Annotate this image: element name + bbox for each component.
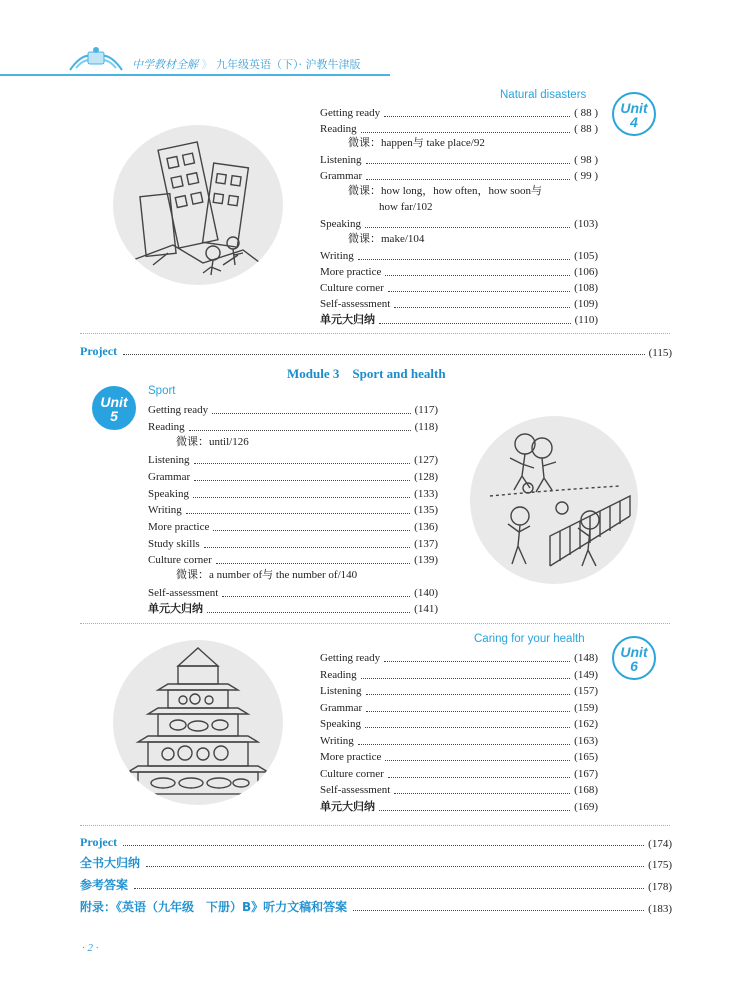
toc-row[interactable] — [320, 732, 598, 748]
toc-leader — [222, 596, 410, 597]
toc-page: (157) — [574, 685, 598, 697]
micro-lesson[interactable]: 微课：a number of与 the number of/140 — [176, 569, 358, 581]
toc-label: 单元大归纳 — [320, 314, 375, 326]
appendix-row[interactable] — [80, 897, 672, 915]
header-arrow: 》 — [201, 58, 213, 71]
micro-lesson-cont: how far/102 — [379, 201, 433, 213]
toc-page: (110) — [574, 314, 598, 326]
toc-leader — [365, 727, 570, 728]
header-logo — [66, 44, 126, 74]
answers-page: (178) — [648, 881, 672, 893]
toc-page: (159) — [574, 702, 598, 714]
toc-leader — [384, 661, 570, 662]
toc-leader — [366, 694, 571, 695]
book-logo-icon — [66, 44, 126, 74]
toc-row[interactable] — [148, 535, 438, 551]
toc-label: Self-assessment — [320, 298, 391, 310]
toc-page: (108) — [574, 282, 598, 294]
toc-page: (162) — [574, 718, 598, 730]
toc-label: Grammar — [148, 471, 191, 483]
toc-leader — [366, 179, 570, 180]
project-page: (174) — [648, 838, 672, 850]
unit4-badge[interactable] — [612, 92, 656, 136]
toc-label: Culture corner — [320, 282, 384, 294]
toc-row[interactable] — [148, 600, 438, 616]
micro-lesson[interactable]: 微课：happen与 take place/92 — [348, 137, 485, 149]
toc-label: Getting ready — [320, 652, 381, 664]
toc-leader — [379, 810, 570, 811]
unit5-title: Sport — [148, 385, 176, 397]
toc-page: (149) — [574, 669, 598, 681]
toc-leader — [358, 259, 570, 260]
project-label: Project — [80, 835, 118, 849]
appendix-label: 附录：《英语（九年级 下册）B》听力文稿和答案 — [80, 900, 348, 914]
toc-row[interactable] — [148, 468, 438, 484]
toc-row[interactable] — [148, 401, 438, 417]
toc-leader — [384, 116, 570, 117]
micro-lesson[interactable]: 微课：until/126 — [176, 436, 249, 448]
toc-page: (141) — [414, 603, 438, 615]
toc-leader — [388, 777, 570, 778]
unit6-badge[interactable] — [612, 636, 656, 680]
micro-lesson[interactable]: 微课：how long，how often，how soon与 — [348, 185, 543, 197]
header-title — [132, 56, 361, 72]
toc-page: (168) — [574, 784, 598, 796]
toc-leader — [213, 530, 410, 531]
toc-page: (103) — [574, 218, 598, 230]
toc-label: Culture corner — [148, 554, 212, 566]
toc-leader — [379, 323, 571, 324]
unit5-badge-number: 5 — [110, 408, 118, 424]
toc-label: Reading — [320, 123, 357, 135]
toc-leader — [361, 132, 571, 133]
summary-page: (175) — [648, 859, 672, 871]
sport-players-icon — [470, 416, 638, 584]
toc-label: Listening — [148, 454, 190, 466]
toc-label: 单元大归纳 — [148, 603, 203, 615]
module-title: Module 3 Sport and health — [287, 366, 446, 381]
toc-row[interactable] — [320, 247, 598, 263]
unit5-illustration — [470, 416, 638, 584]
toc-label: Getting ready — [148, 404, 209, 416]
toc-row[interactable] — [320, 311, 598, 327]
toc-leader — [134, 888, 644, 889]
toc-page: (109) — [574, 298, 598, 310]
unit4-badge-number: 4 — [630, 114, 638, 130]
toc-page: (117) — [414, 404, 438, 416]
toc-label: Study skills — [148, 538, 200, 550]
toc-row[interactable] — [320, 263, 598, 279]
toc-row[interactable] — [148, 584, 438, 600]
toc-label: Reading — [320, 669, 357, 681]
toc-row[interactable] — [320, 666, 598, 682]
toc-leader — [186, 513, 410, 514]
toc-page: (127) — [414, 454, 438, 466]
toc-row[interactable] — [320, 104, 598, 120]
toc-leader — [204, 547, 411, 548]
toc-row[interactable] — [320, 682, 598, 698]
toc-label: Grammar — [320, 702, 363, 714]
toc-leader — [361, 678, 571, 679]
toc-page: ( 88 ) — [574, 123, 598, 135]
project-row[interactable] — [80, 341, 672, 359]
toc-page: (169) — [574, 801, 598, 813]
toc-page: (148) — [574, 652, 598, 664]
toc-page: (139) — [414, 554, 438, 566]
toc-row[interactable] — [320, 715, 598, 731]
toc-leader — [366, 711, 570, 712]
toc-row[interactable] — [320, 151, 598, 167]
project-label: Project — [80, 344, 118, 358]
toc-label: Self-assessment — [148, 587, 219, 599]
toc-leader — [123, 354, 644, 355]
toc-leader — [385, 760, 570, 761]
unit5-badge-word: Unit — [100, 394, 128, 410]
toc-leader — [123, 845, 644, 846]
toc-row[interactable] — [320, 167, 598, 183]
toc-page: (105) — [574, 250, 598, 262]
toc-leader — [394, 307, 570, 308]
unit6-title: Caring for your health — [474, 633, 585, 645]
summary-row[interactable] — [80, 853, 672, 871]
toc-label: Reading — [148, 421, 185, 433]
divider — [80, 825, 670, 826]
toc-row[interactable] — [320, 295, 598, 311]
toc-page: (140) — [414, 587, 438, 599]
toc-page: (135) — [414, 504, 438, 516]
divider — [80, 333, 670, 334]
toc-row[interactable] — [148, 518, 438, 534]
toc-page: (106) — [574, 266, 598, 278]
toc-label: Self-assessment — [320, 784, 391, 796]
toc-label: Getting ready — [320, 107, 381, 119]
toc-leader — [216, 563, 410, 564]
toc-leader — [194, 463, 411, 464]
toc-page: ( 99 ) — [574, 170, 598, 182]
toc-row[interactable] — [148, 485, 438, 501]
toc-page: (137) — [414, 538, 438, 550]
toc-leader — [366, 163, 571, 164]
toc-leader — [394, 793, 570, 794]
appendix-page: (183) — [648, 903, 672, 915]
toc-row[interactable] — [320, 699, 598, 715]
unit6-badge-number: 6 — [630, 658, 638, 674]
toc-leader — [365, 227, 570, 228]
toc-leader — [194, 480, 410, 481]
book-subtitle: 九年级英语（下）· 沪教牛津版 — [216, 58, 361, 71]
toc-row[interactable] — [148, 501, 438, 517]
toc-row[interactable] — [148, 551, 438, 567]
unit5-badge[interactable] — [92, 386, 136, 430]
answers-label: 参考答案 — [80, 878, 129, 892]
unit4-illustration — [113, 125, 283, 285]
unit4-title: Natural disasters — [500, 89, 587, 101]
toc-label: Grammar — [320, 170, 363, 182]
toc-label: Writing — [148, 504, 182, 516]
toc-row[interactable] — [320, 781, 598, 797]
toc-label: Culture corner — [320, 768, 384, 780]
toc-page: ( 98 ) — [574, 154, 598, 166]
page-number: · 2 · — [82, 942, 99, 954]
toc-page: (167) — [574, 768, 598, 780]
toc-leader — [353, 910, 644, 911]
book-title: 中学教材全解 — [132, 58, 198, 71]
toc-page: (128) — [414, 471, 438, 483]
unit6-badge-word: Unit — [620, 644, 648, 660]
toc-page: (118) — [414, 421, 438, 433]
toc-leader — [146, 866, 644, 867]
divider — [80, 623, 670, 624]
toc-label: More practice — [148, 521, 210, 533]
collapsed-building-icon — [113, 125, 283, 285]
toc-row[interactable] — [320, 279, 598, 295]
toc-label: Speaking — [148, 488, 189, 500]
toc-page: (133) — [414, 488, 438, 500]
micro-lesson[interactable]: 微课：make/104 — [348, 233, 425, 245]
summary-label: 全书大归纳 — [80, 856, 141, 870]
toc-row[interactable] — [320, 748, 598, 764]
toc-page: (165) — [574, 751, 598, 763]
toc-leader — [189, 430, 411, 431]
toc-leader — [193, 497, 410, 498]
project-row[interactable] — [80, 832, 672, 850]
toc-row[interactable] — [320, 120, 598, 136]
answers-row[interactable] — [80, 875, 672, 893]
toc-row[interactable] — [320, 649, 598, 665]
toc-leader — [388, 291, 570, 292]
toc-page: ( 88 ) — [574, 107, 598, 119]
unit4-badge-word: Unit — [620, 100, 648, 116]
toc-label: Listening — [320, 154, 362, 166]
toc-label: More practice — [320, 266, 382, 278]
toc-row[interactable] — [320, 215, 598, 231]
toc-page: (163) — [574, 735, 598, 747]
toc-page: (136) — [414, 521, 438, 533]
toc-row[interactable] — [320, 798, 598, 814]
toc-leader — [358, 744, 570, 745]
toc-leader — [385, 275, 570, 276]
toc-row[interactable] — [148, 418, 438, 434]
unit6-illustration — [113, 640, 283, 805]
header-rule — [0, 74, 390, 76]
toc-label: Writing — [320, 735, 354, 747]
project-page: (115) — [648, 347, 672, 359]
toc-label: 单元大归纳 — [320, 801, 375, 813]
food-pyramid-icon — [113, 640, 283, 805]
toc-label: Writing — [320, 250, 354, 262]
toc-row[interactable] — [320, 765, 598, 781]
toc-label: Speaking — [320, 718, 361, 730]
toc-label: Speaking — [320, 218, 361, 230]
toc-label: More practice — [320, 751, 382, 763]
toc-leader — [207, 612, 410, 613]
toc-label: Listening — [320, 685, 362, 697]
toc-leader — [212, 413, 410, 414]
toc-row[interactable] — [148, 451, 438, 467]
